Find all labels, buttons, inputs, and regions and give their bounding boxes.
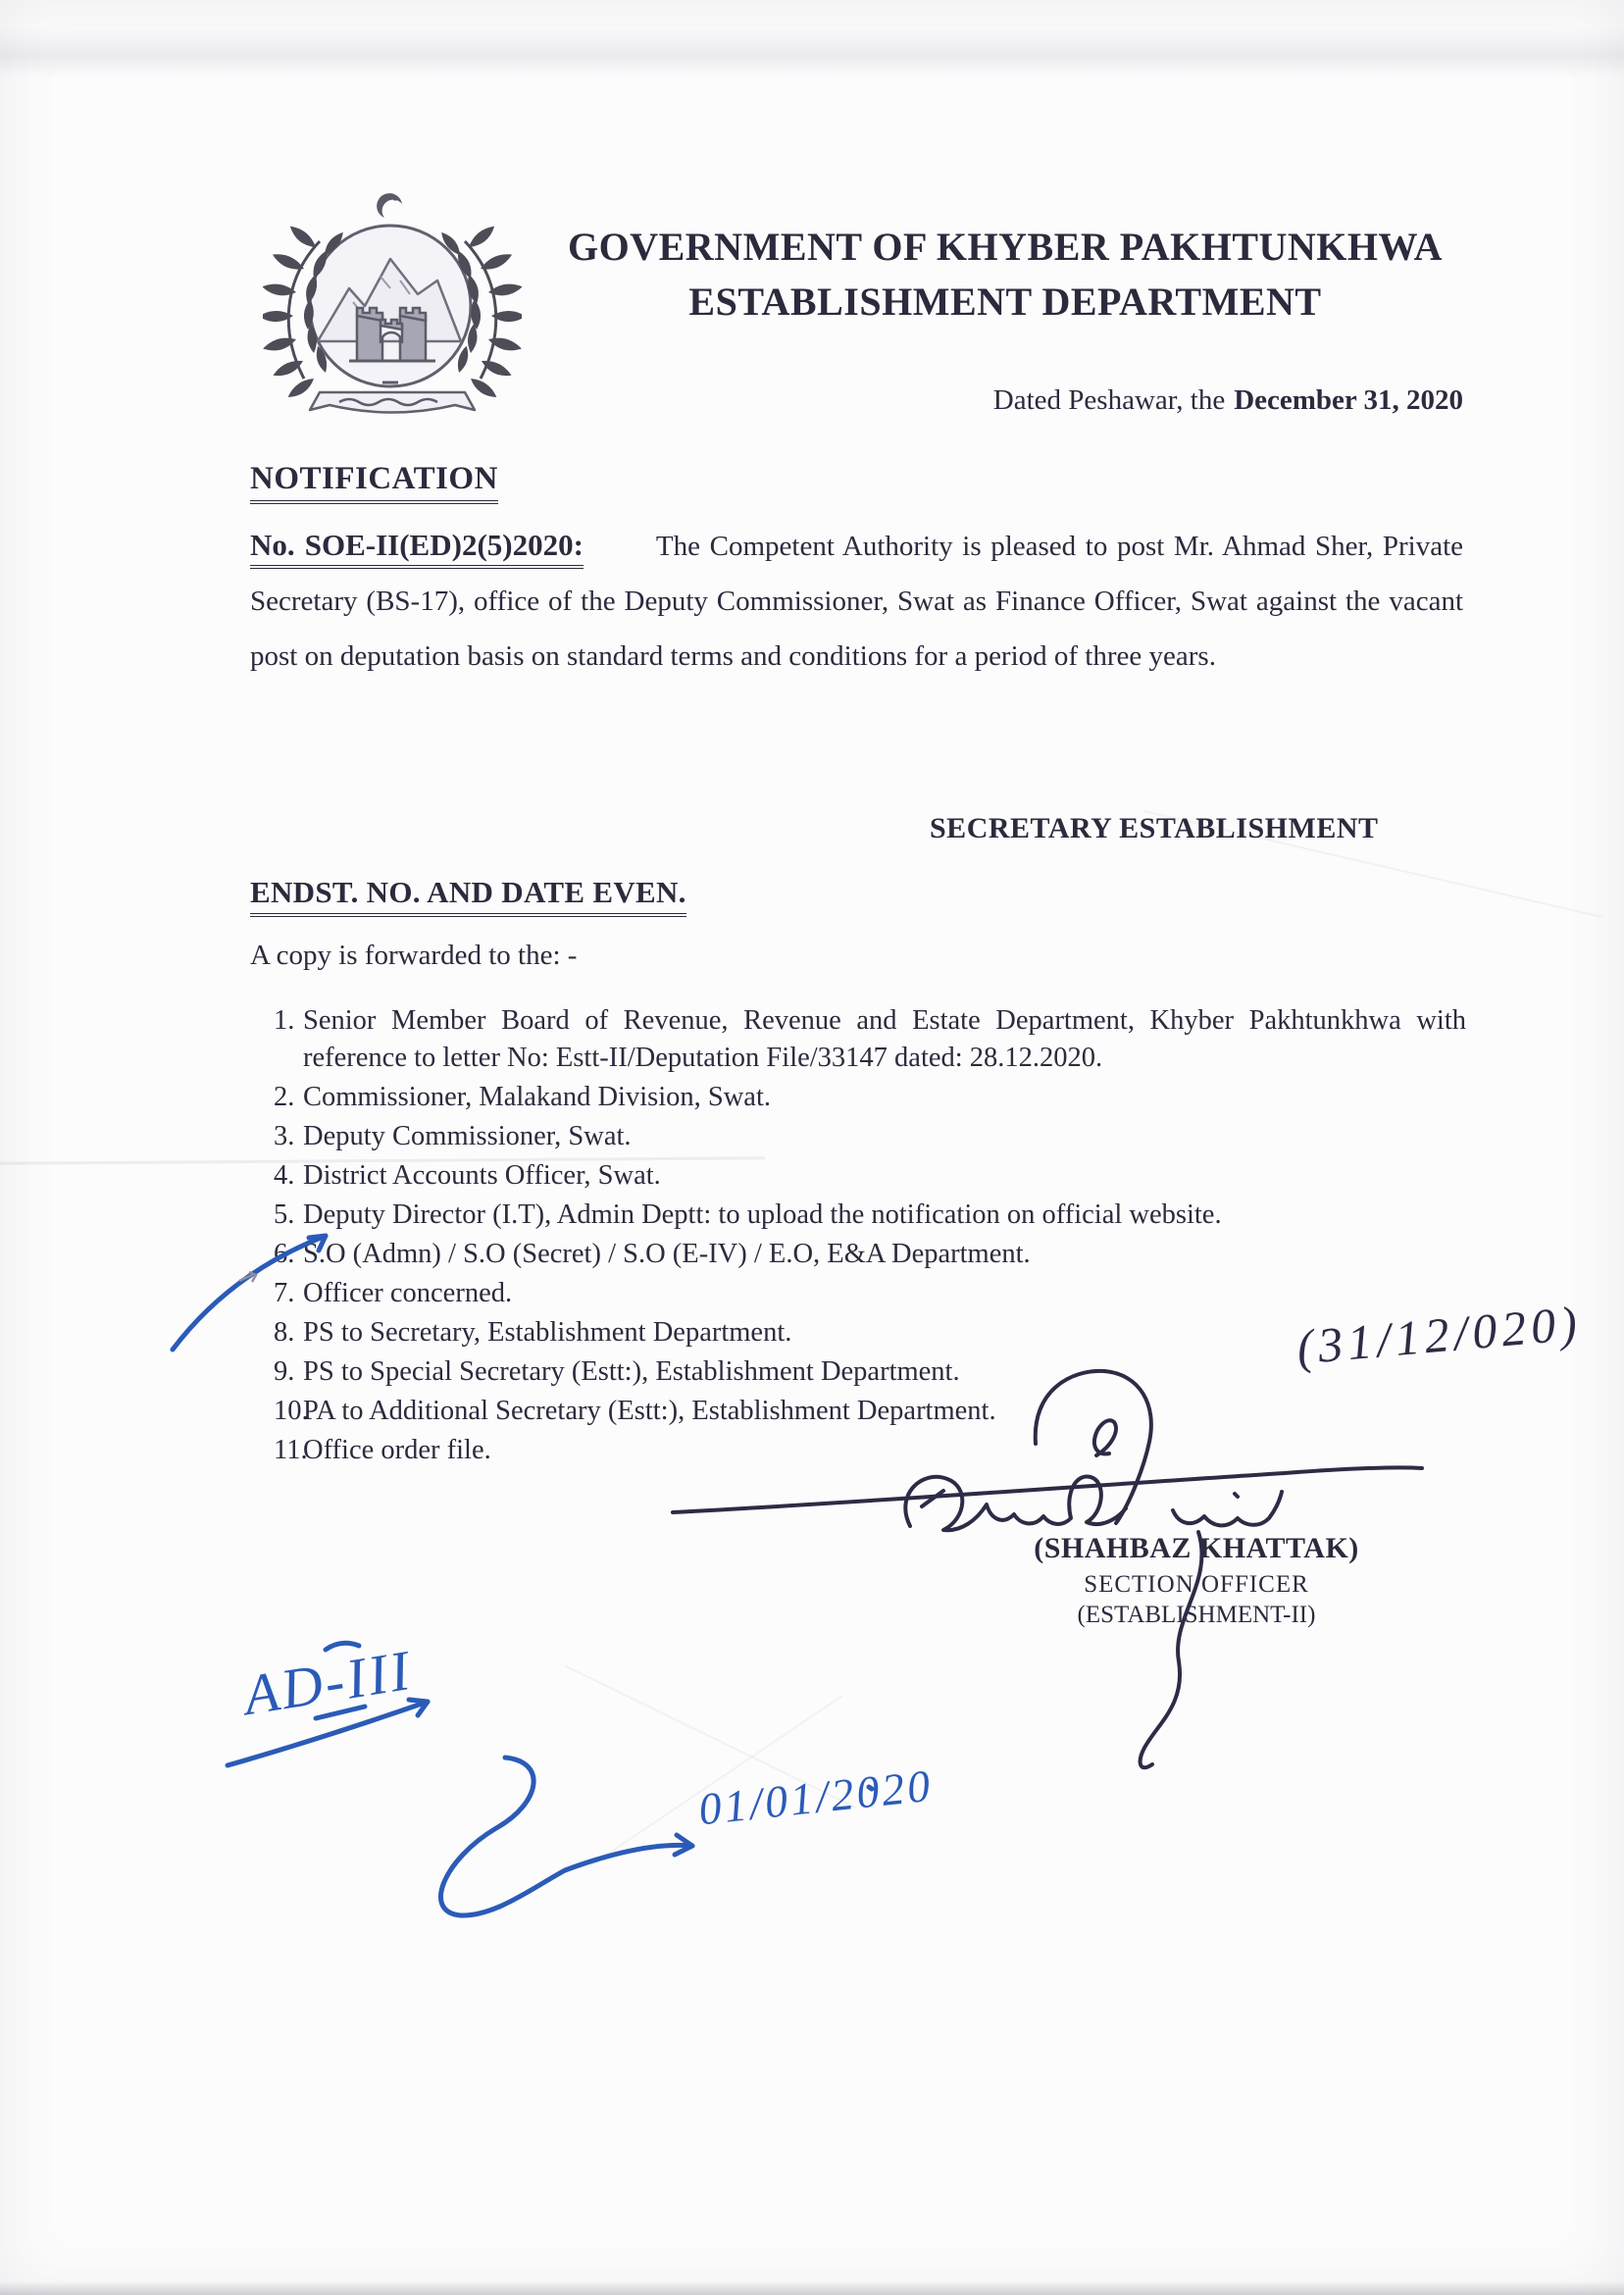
item-text: Senior Member Board of Revenue, Revenue and Estate Department, Khyber Pakhtunkhwa with reference to letter No: Estt-II/Deputation File/33147 dated: 28.12.2020.: [303, 1005, 1466, 1073]
list-item: [250, 1002, 1466, 1077]
list-item: [250, 1236, 1466, 1273]
notification-heading: NOTIFICATION: [250, 461, 498, 504]
list-item: [250, 1353, 1466, 1391]
item-number: 1.: [274, 1005, 295, 1036]
list-item: [250, 1314, 1466, 1352]
date-value: December 31, 2020: [1234, 384, 1463, 416]
date-line: [843, 384, 1463, 417]
reference-number: No. SOE-II(ED)2(5)2020:: [250, 528, 584, 569]
item-text: Officer concerned.: [303, 1278, 513, 1308]
list-item: [250, 1432, 1466, 1469]
signatory-department: (ESTABLISHMENT-II): [1077, 1602, 1316, 1628]
item-text: District Accounts Officer, Swat.: [303, 1160, 661, 1191]
org-title-line2: ESTABLISHMENT DEPARTMENT: [688, 280, 1322, 324]
item-text: PS to Secretary, Establishment Department.: [303, 1317, 792, 1348]
signature-block: [1010, 1532, 1383, 1629]
item-text: Commissioner, Malakand Division, Swat.: [303, 1082, 771, 1112]
endorsement-heading: ENDST. NO. AND DATE EVEN.: [250, 875, 686, 917]
authority-title: SECRETARY ESTABLISHMENT: [930, 812, 1379, 844]
item-number: 7.: [274, 1278, 295, 1308]
receiving-signature-loop: [440, 1758, 692, 1915]
letterhead: [534, 220, 1476, 330]
distribution-list: [250, 1002, 1466, 1471]
item-text: Office order file.: [303, 1435, 491, 1465]
org-title-line1: GOVERNMENT OF KHYBER PAKHTUNKHWA: [568, 225, 1443, 269]
list-item: [250, 1079, 1466, 1116]
scan-edge-bottom: [0, 2281, 1624, 2295]
item-number: 9.: [274, 1356, 295, 1387]
list-item: [250, 1118, 1466, 1155]
handwritten-received-date: 01/01/2020: [695, 1760, 936, 1835]
khyber-pakhtunkhwa-emblem-icon: [263, 186, 522, 428]
item-text: Deputy Commissioner, Swat.: [303, 1121, 632, 1151]
item-text: PS to Special Secretary (Estt:), Establishment Department.: [303, 1356, 960, 1387]
item-text: S.O (Admn) / S.O (Secret) / S.O (E-IV) / E.O, E&A Department.: [303, 1239, 1031, 1269]
item-number: 6.: [274, 1239, 295, 1269]
item-number: 11.: [274, 1435, 308, 1465]
signatory-title: SECTION OFFICER: [1084, 1571, 1309, 1598]
endorsement-intro: A copy is forwarded to the: -: [250, 940, 578, 971]
paper-crease-top: [0, 27, 1624, 78]
list-item: [250, 1393, 1466, 1430]
item-number: 10.: [274, 1396, 309, 1426]
handwritten-approval-date: (31/12/020): [1294, 1295, 1584, 1375]
item-number: 8.: [274, 1317, 295, 1348]
item-text: PA to Additional Secretary (Estt:), Establishment Department.: [303, 1396, 996, 1426]
item-number: 4.: [274, 1160, 295, 1191]
date-prefix: Dated Peshawar, the: [992, 384, 1226, 416]
notification-body: The Competent Authority is pleased to post Mr. Ahmad Sher, Private Secretary (BS-17), office of the Deputy Commissioner, Swat as Finance Officer, Swat against the vacant post on deputation basis on standard terms and conditions for a period of three years.: [250, 531, 1463, 672]
item-text: Deputy Director (I.T), Admin Deptt: to upload the notification on official website.: [303, 1199, 1222, 1230]
item-number: 3.: [274, 1121, 295, 1151]
list-item: [250, 1157, 1466, 1195]
list-item: [250, 1197, 1466, 1234]
list-item: [250, 1275, 1466, 1312]
signatory-name: (SHAHBAZ KHATTAK): [1034, 1532, 1359, 1564]
item-number: 2.: [274, 1082, 295, 1112]
notification-paragraph: [250, 518, 1463, 684]
handwritten-section-note: AD-III: [238, 1637, 417, 1728]
item-number: 5.: [274, 1199, 295, 1230]
